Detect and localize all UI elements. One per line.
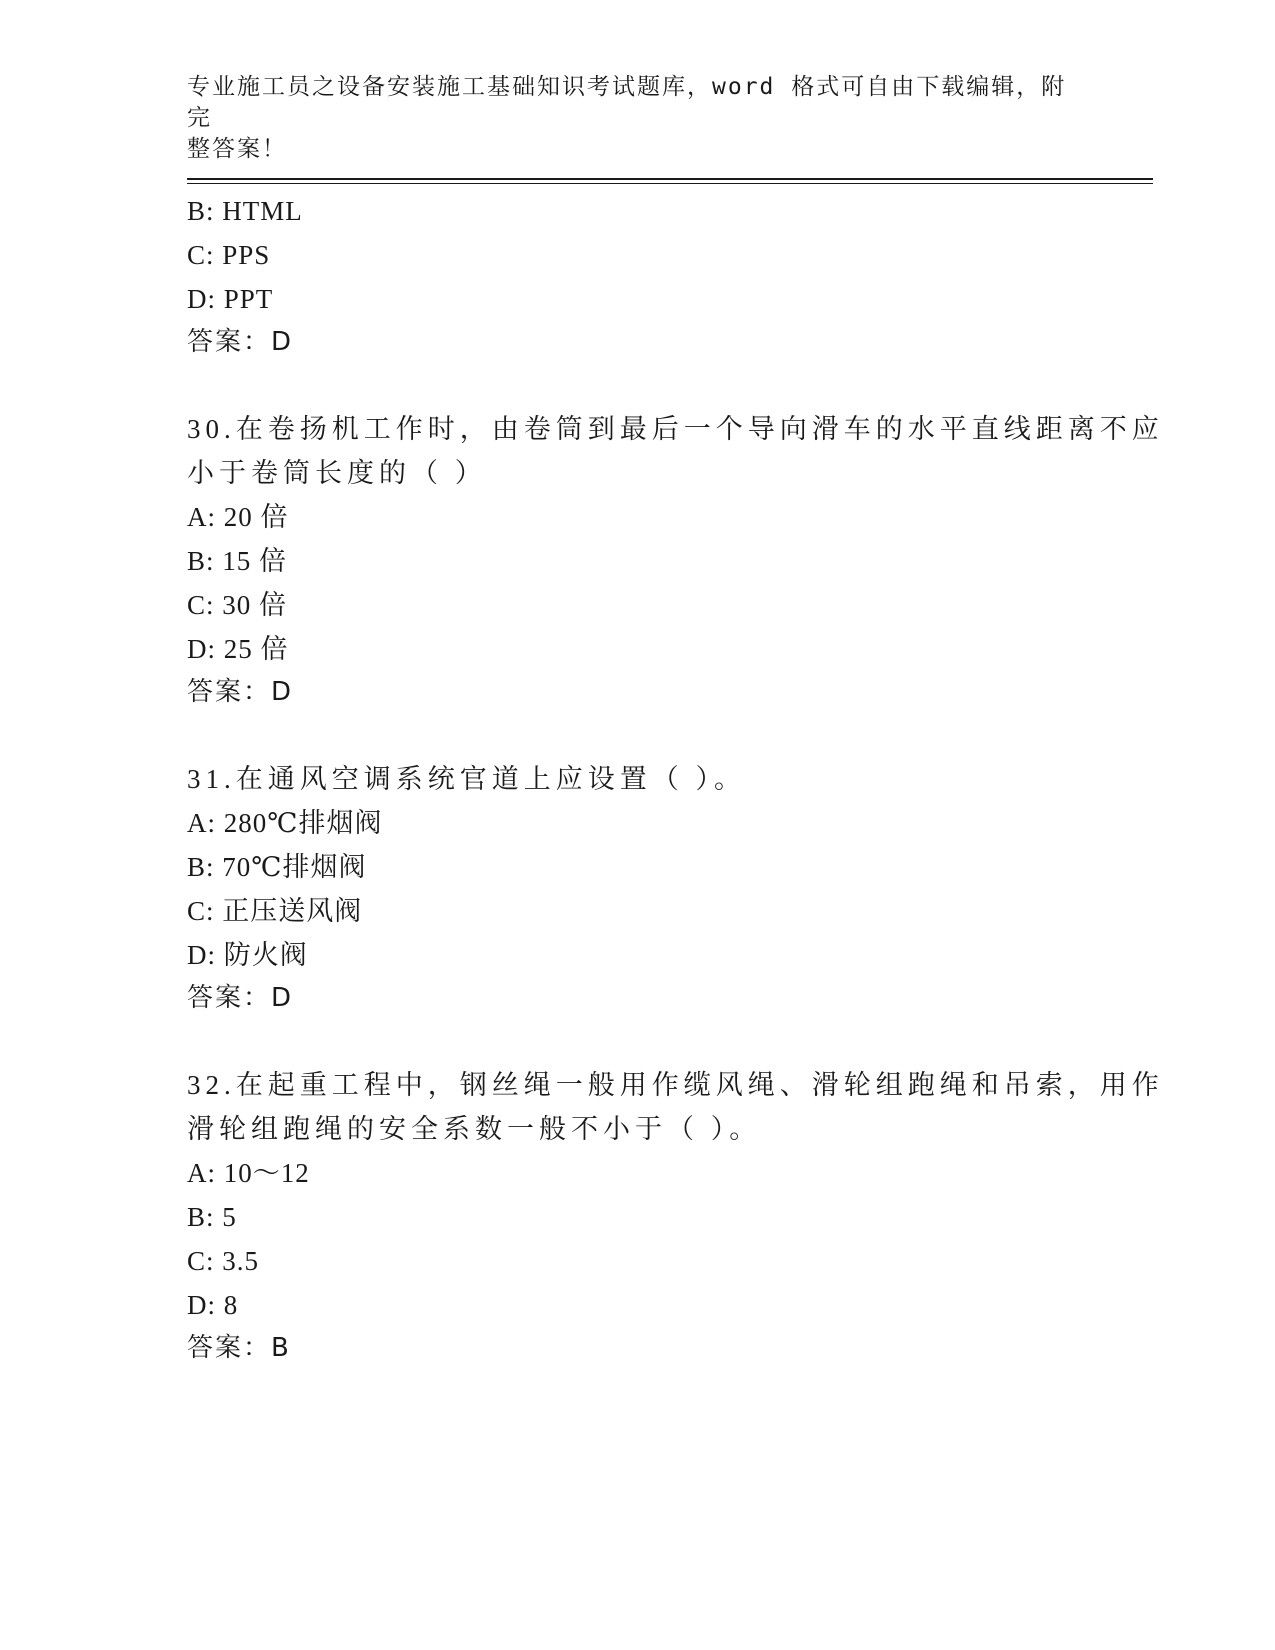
option-line: A: 10～12: [187, 1158, 310, 1188]
option-line: B: 15 倍: [187, 546, 288, 576]
option-line: B: HTML: [187, 196, 303, 226]
question-stem-line: 32.在起重工程中，钢丝绳一般用作缆风绳、滑轮组跑绳和吊索，用作: [187, 1070, 1164, 1100]
answer-line: 答案：D: [187, 983, 294, 1013]
document-header: [187, 72, 1067, 165]
option-line: C: 30 倍: [187, 590, 288, 620]
option-line: B: 70℃排烟阀: [187, 852, 367, 882]
option-line: D: PPT: [187, 284, 274, 314]
header-line-1: 专业施工员之设备安装施工基础知识考试题库，word 格式可自由下载编辑，附完: [187, 74, 1067, 131]
question-stem-line: 31.在通风空调系统官道上应设置（ ）。: [187, 764, 746, 794]
option-line: B: 5: [187, 1202, 237, 1232]
question-stem-line: 小于卷筒长度的（ ）: [187, 458, 487, 488]
option-line: C: 3.5: [187, 1246, 260, 1276]
option-line: D: 防火阀: [187, 940, 308, 970]
option-line: A: 280℃排烟阀: [187, 808, 383, 838]
answer-line: 答案：D: [187, 327, 294, 357]
question-stem-line: 滑轮组跑绳的安全系数一般不小于（ ）。: [187, 1114, 762, 1144]
option-line: C: PPS: [187, 240, 271, 270]
option-line: D: 8: [187, 1290, 239, 1320]
header-divider-thin: [187, 183, 1153, 184]
answer-line: 答案：B: [187, 1333, 291, 1363]
answer-line: 答案：D: [187, 677, 294, 707]
header-line-2: 整答案！: [187, 136, 287, 162]
option-line: D: 25 倍: [187, 634, 289, 664]
question-stem-line: 30.在卷扬机工作时，由卷筒到最后一个导向滑车的水平直线距离不应: [187, 414, 1164, 444]
header-divider-thick: [187, 178, 1153, 180]
option-line: C: 正压送风阀: [187, 896, 363, 926]
option-line: A: 20 倍: [187, 502, 289, 532]
